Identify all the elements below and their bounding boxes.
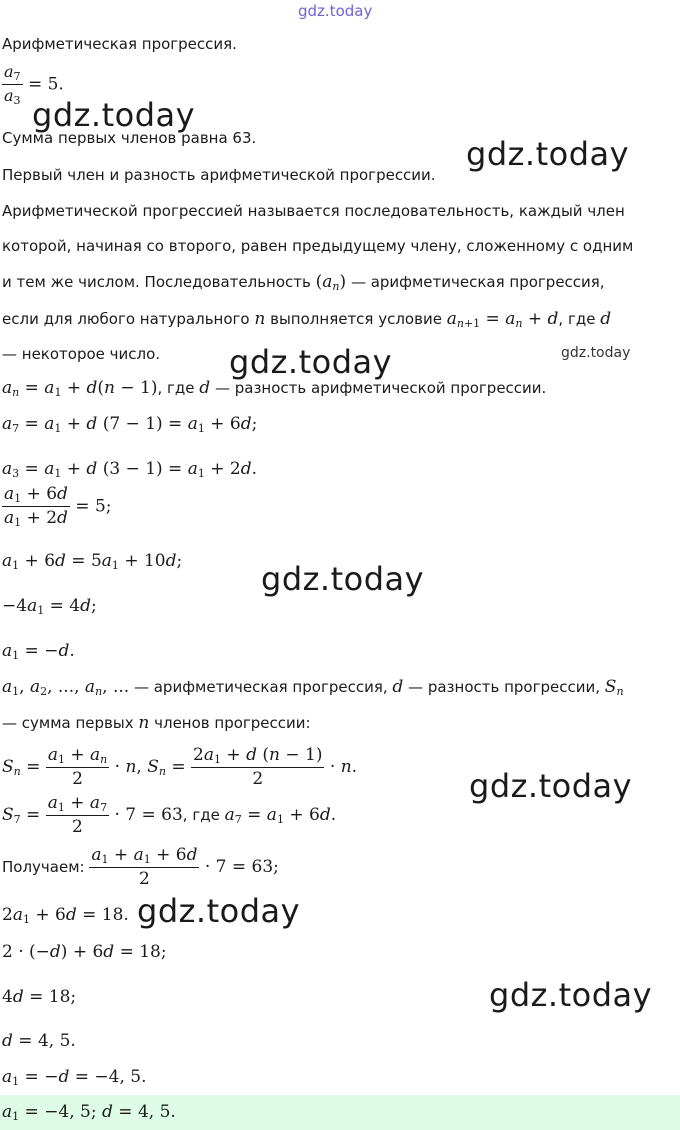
equation-step-5: 2 · (−d) + 6d = 18; [2,942,167,962]
sum-formula-2-fraction: $\frac{2a_1 + d (n - 1)}{2}$ [193,745,323,789]
definition-line-1: Арифметической прогрессией называется последовательность, каждый член [2,202,625,220]
answer-formula: $a_1 = -4$, 5; d = 4, 5. [2,1102,176,1123]
ratio-equation-fraction: $\frac{a_1 + 6d}{a_1 + 2d}$ [4,484,68,529]
find-text: Первый член и разность арифметической прогрессии. [2,166,436,184]
equation-step-1: $a_1 + 6d = 5a_1 + 10d$; [2,551,183,572]
general-term-d: d [199,378,211,398]
general-term-note: — разность арифметической прогрессии. [214,379,547,397]
definition-line-5: — некоторое число. [2,345,161,363]
sum-def-text-2: — разность прогрессии, [408,678,600,696]
watermark: gdz.today [261,560,425,598]
definition-line-3a: и тем же числом. Последовательность [2,273,311,291]
equation-step-6: 4d = 18; [2,987,77,1007]
watermark: gdz.today [561,345,631,361]
sum-formula-1-fraction: $\frac{a_1 + a_n}{2}$ [47,745,108,789]
sum-def-n: n [138,713,150,733]
general-term-line [2,380,546,398]
sum-def-text-1: — арифметическая прогрессия, [133,678,388,696]
ratio-value: = 5. [27,74,64,95]
definition-line-4c: , где [558,310,596,328]
d-symbol: d [600,309,612,329]
a3-formula: $a_3 = a_1 + d$ $(3 - 1) = a_1 + 2d$. [2,459,258,480]
s7-line [2,795,336,836]
s7-formula: $S_7$ = $\frac{a_1 + a_7}{2}$ · 7 = 63 [2,793,183,837]
a7-formula: $a_7 = a_1 + d$ $(7 - 1) = a_1 + 6d$; [2,414,258,435]
sum-def-text-3a: — сумма первых [2,714,134,732]
sum-def-line-2 [2,715,311,732]
header-site-link[interactable]: gdz.today [298,2,373,20]
watermark: gdz.today [489,976,653,1014]
general-term-formula: $a_n = a_1 + d(n - 1)$ [2,378,158,399]
watermark: gdz.today [32,96,196,134]
equation-step-2: $-4a_1 = 4d$; [2,596,97,617]
watermark: gdz.today [466,135,630,173]
definition-line-4 [2,311,611,329]
given-sum-text: Сумма первых членов равна 63. [2,129,257,147]
watermark: gdz.today [229,343,393,381]
s7-a7: $a_7 = a_1 + 6d$. [224,805,337,826]
equation-step-3: $a_1 = -d$. [2,641,75,662]
definition-line-3b: — арифметическая прогрессия, [350,273,605,291]
watermark: gdz.today [469,767,633,805]
definition-line-3 [2,274,605,292]
sequence-list: $a_1$, $a_2$, ..., $a_n$, ... [2,677,130,698]
obtain-line [2,847,279,888]
definition-line-4b: выполняется условие [270,310,442,328]
obtain-fraction: $\frac{a_1 + a_1 + 6d}{2}$ [91,845,198,889]
recurrence-formula: $a_{n+1} = a_n + d$ [446,309,559,330]
definition-line-2: которой, начиная со второго, равен предыдущему члену, сложенному с одним [2,237,634,255]
obtain-label: Получаем: [2,858,85,876]
sum-formulas: $S_n$ = $\frac{a_1 + a_n}{2}$ · n, $S_n$ = $\frac{2a_1 + d (n - 1)}{2}$ · n. [2,745,358,789]
s7-fraction: $\frac{a_1 + a_7}{2}$ [47,793,108,837]
equation-step-7: d = 4, 5. [2,1031,76,1051]
watermark: gdz.today [137,892,301,930]
ratio-equation: $\frac{a_1 + 6d}{a_1 + 2d}$ = 5; [4,484,112,529]
definition-line-4a: если для любого натурального [2,310,250,328]
sum-def-line-1 [2,679,624,697]
equation-step-8: $a_1 = -d = -4$, 5. [2,1067,147,1088]
ratio-fraction: $\frac{a_7}{a_3}$ [4,62,21,107]
sum-def-d: d [392,677,404,697]
given-heading: Арифметическая прогрессия. [2,35,237,53]
s7-where: , где [182,806,220,824]
sequence-symbol: $(a_n)$ [315,272,347,293]
general-term-where: , где [157,379,195,397]
sum-def-text-3b: членов прогрессии: [154,714,311,732]
equation-step-4: $2a_1 + 6d = 18$. [2,905,129,926]
sum-def-sn: $S_n$ [604,677,624,698]
obtain-formula: $\frac{a_1 + a_1 + 6d}{2}$ · 7 = 63; [91,845,279,889]
natural-n-symbol: n [254,309,266,329]
